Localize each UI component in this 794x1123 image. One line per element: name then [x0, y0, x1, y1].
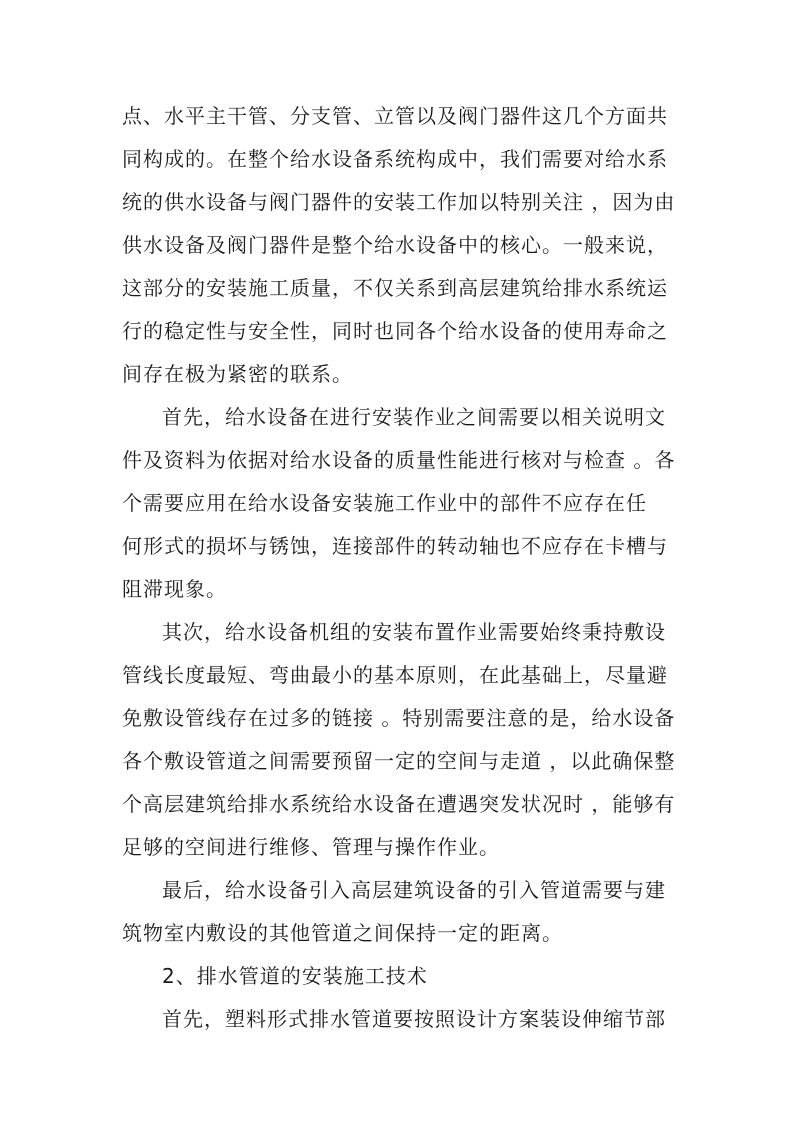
- text-line-5: 这部分的安装施工质量，不仅关系到高层建筑给排水系统运: [122, 276, 668, 300]
- text-line-16: 各个敷设管道之间需要预留一定的空间与走道 ，以此确保整: [122, 749, 676, 773]
- text-line-10: 个需要应用在给水设备安装施工作业中的部件不应存在任: [122, 491, 647, 515]
- section-heading: 2、排水管道的安装施工技术: [162, 964, 428, 988]
- text-line-6: 行的稳定性与安全性，同时也同各个给水设备的使用寿命之: [122, 319, 668, 343]
- text-line-20: 筑物室内敷设的其他管道之间保持一定的距离。: [122, 921, 563, 945]
- text-line-13: 其次，给水设备机组的安装布置作业需要始终秉持敷设: [162, 620, 666, 644]
- text-line-2: 同构成的。在整个给水设备系统构成中，我们需要对给水系: [122, 147, 668, 171]
- text-line-8: 首先，给水设备在进行安装作业之间需要以相关说明文: [162, 405, 666, 429]
- text-line-14: 管线长度最短、弯曲最小的基本原则，在此基础上，尽量避: [122, 663, 668, 687]
- text-line-1: 点、水平主干管、分支管、立管以及阀门器件这几个方面共: [122, 104, 668, 128]
- text-line-4: 供水设备及阀门器件是整个给水设备中的核心。一般来说，: [122, 233, 668, 257]
- text-line-22: 首先，塑料形式排水管道要按照设计方案装设伸缩节部: [162, 1007, 666, 1031]
- text-line-11: 何形式的损坏与锈蚀，连接部件的转动轴也不应存在卡槽与: [122, 534, 668, 558]
- text-line-7: 间存在极为紧密的联系。: [122, 362, 353, 386]
- text-line-3: 统的供水设备与阀门器件的安装工作加以特别关注 ，因为由: [122, 190, 676, 214]
- text-line-12: 阻滞现象。: [122, 577, 227, 601]
- text-line-18: 足够的空间进行维修、管理与操作作业。: [122, 835, 500, 859]
- text-line-17: 个高层建筑给排水系统给水设备在遭遇突发状况时 ，能够有: [122, 792, 676, 816]
- text-line-19: 最后，给水设备引入高层建筑设备的引入管道需要与建: [162, 878, 666, 902]
- text-line-15: 免敷设管线存在过多的链接 。特别需要注意的是，给水设备: [122, 706, 676, 730]
- text-line-9: 件及资料为依据对给水设备的质量性能进行核对与检查 。各: [122, 448, 676, 472]
